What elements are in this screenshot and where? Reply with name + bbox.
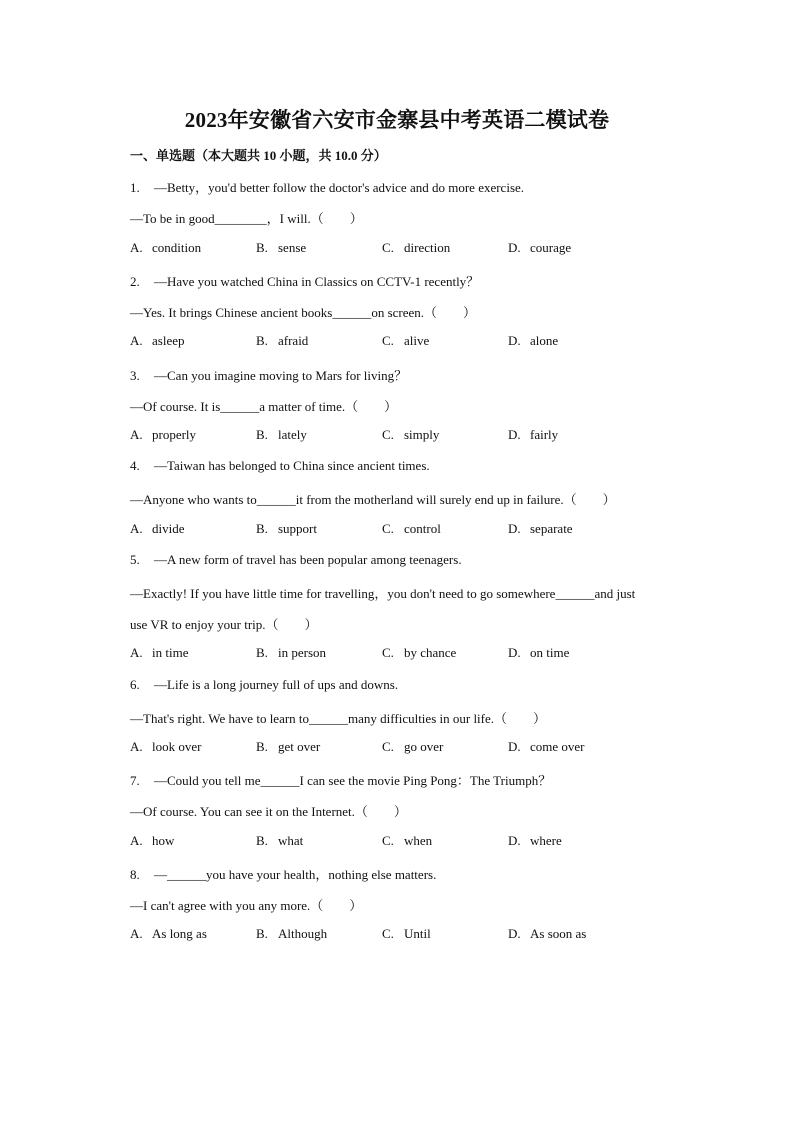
- option-text: alone: [530, 333, 559, 348]
- question-number: 6.: [130, 677, 140, 692]
- question-3: [130, 365, 407, 384]
- options-row: [130, 521, 690, 539]
- options-row: [130, 333, 690, 351]
- option-label: C.: [382, 833, 394, 848]
- option-a[interactable]: [130, 427, 196, 443]
- option-text: control: [404, 521, 441, 536]
- option-b[interactable]: [256, 645, 326, 661]
- option-text: come over: [530, 739, 585, 754]
- option-label: D.: [508, 833, 521, 848]
- option-c[interactable]: [382, 333, 429, 349]
- option-text: As long as: [152, 926, 207, 941]
- option-text: asleep: [152, 333, 185, 348]
- question-text: —Betty，you'd better follow the doctor's advice and do more exercise.: [154, 180, 525, 195]
- option-label: B.: [256, 333, 268, 348]
- question-5: [130, 552, 462, 568]
- option-label: A.: [130, 833, 143, 848]
- option-text: fairly: [530, 427, 559, 442]
- option-text: in time: [152, 645, 189, 660]
- question-number: 8.: [130, 867, 140, 882]
- option-text: sense: [278, 240, 307, 255]
- options-row: [130, 427, 690, 445]
- option-label: B.: [256, 427, 268, 442]
- option-text: afraid: [278, 333, 309, 348]
- question-2: [130, 271, 479, 290]
- page-title: 2023年安徽省六安市金寨县中考英语二模试卷: [184, 108, 610, 132]
- option-label: A.: [130, 739, 143, 754]
- option-text: what: [278, 833, 304, 848]
- option-text: divide: [152, 521, 185, 536]
- question-1: [130, 177, 524, 196]
- option-label: C.: [382, 240, 394, 255]
- option-text: lately: [278, 427, 307, 442]
- option-d[interactable]: [508, 739, 585, 755]
- section-heading: 一、单选题（本大题共 10 小题，共 10.0 分）: [130, 148, 387, 163]
- question-text: —Of course. You can see it on the Internet.（ ）: [130, 804, 407, 819]
- option-label: C.: [382, 926, 394, 941]
- question-number: 7.: [130, 773, 140, 788]
- option-label: B.: [256, 833, 268, 848]
- option-c[interactable]: [382, 240, 450, 256]
- option-text: simply: [404, 427, 440, 442]
- option-label: A.: [130, 240, 143, 255]
- question-text: —To be in good________，I will.（ ）: [130, 211, 363, 226]
- options-row: [130, 240, 690, 258]
- option-a[interactable]: [130, 240, 201, 256]
- option-label: C.: [382, 521, 394, 536]
- option-label: C.: [382, 427, 394, 442]
- question-text: —Have you watched China in Classics on CCTV-1 recently？: [154, 274, 480, 289]
- option-b[interactable]: [256, 926, 327, 942]
- option-text: separate: [530, 521, 573, 536]
- option-label: D.: [508, 333, 521, 348]
- option-label: C.: [382, 333, 394, 348]
- question-number: 3.: [130, 368, 140, 383]
- option-text: Although: [278, 926, 328, 941]
- option-text: in person: [278, 645, 327, 660]
- option-b[interactable]: [256, 521, 317, 537]
- option-label: D.: [508, 521, 521, 536]
- option-c[interactable]: [382, 521, 441, 537]
- option-label: B.: [256, 739, 268, 754]
- question-text: —Could you tell me______I can see the movie Ping Pong：The Triumph？: [154, 773, 552, 788]
- option-label: B.: [256, 926, 268, 941]
- option-label: D.: [508, 926, 521, 941]
- option-text: alive: [404, 333, 430, 348]
- question-text: —I can't agree with you any more.（ ）: [130, 898, 363, 913]
- question-text: —Taiwan has belonged to China since ancient times.: [154, 458, 430, 473]
- option-b[interactable]: [256, 240, 306, 256]
- option-d[interactable]: [508, 833, 562, 849]
- option-label: B.: [256, 521, 268, 536]
- option-label: C.: [382, 739, 394, 754]
- option-b[interactable]: [256, 333, 308, 349]
- option-d[interactable]: [508, 427, 558, 443]
- option-text: properly: [152, 427, 197, 442]
- question-text: —Exactly! If you have little time for travelling，you don't need to go somewhere______and just: [130, 586, 636, 601]
- options-row: [130, 833, 690, 851]
- question-text: —Of course. It is______a matter of time.（ ）: [130, 399, 398, 414]
- option-label: A.: [130, 645, 143, 660]
- option-label: D.: [508, 739, 521, 754]
- option-label: D.: [508, 427, 521, 442]
- option-label: A.: [130, 926, 143, 941]
- question-4: [130, 458, 430, 474]
- option-text: support: [278, 521, 317, 536]
- question-number: 2.: [130, 274, 140, 289]
- option-label: B.: [256, 240, 268, 255]
- option-a[interactable]: [130, 645, 188, 661]
- option-text: on time: [530, 645, 570, 660]
- question-6: [130, 677, 398, 693]
- question-text: use VR to enjoy your trip.（ ）: [130, 617, 318, 632]
- option-c[interactable]: [382, 427, 439, 443]
- option-d[interactable]: [508, 926, 586, 942]
- option-d[interactable]: [508, 333, 558, 349]
- option-c[interactable]: [382, 739, 443, 755]
- option-text: Until: [404, 926, 431, 941]
- question-8: [130, 864, 436, 883]
- option-d[interactable]: [508, 645, 569, 661]
- option-c[interactable]: [382, 926, 431, 942]
- option-text: courage: [530, 240, 572, 255]
- question-number: 1.: [130, 180, 140, 195]
- question-number: 4.: [130, 458, 140, 473]
- question-number: 5.: [130, 552, 140, 567]
- option-label: C.: [382, 645, 394, 660]
- option-label: A.: [130, 427, 143, 442]
- option-a[interactable]: [130, 926, 207, 942]
- option-d[interactable]: [508, 240, 571, 256]
- option-text: where: [530, 833, 562, 848]
- option-b[interactable]: [256, 833, 303, 849]
- option-text: when: [404, 833, 433, 848]
- option-b[interactable]: [256, 739, 320, 755]
- options-row: [130, 926, 690, 944]
- question-7: [130, 770, 551, 789]
- option-text: by chance: [404, 645, 457, 660]
- option-text: look over: [152, 739, 202, 754]
- option-text: go over: [404, 739, 444, 754]
- question-text: —______you have your health，nothing else matters.: [154, 867, 437, 882]
- option-label: D.: [508, 645, 521, 660]
- option-a[interactable]: [130, 333, 184, 349]
- option-b[interactable]: [256, 427, 307, 443]
- question-text: —A new form of travel has been popular among teenagers.: [154, 552, 462, 567]
- question-text: —Yes. It brings Chinese ancient books______on screen.（ ）: [130, 305, 477, 320]
- option-label: D.: [508, 240, 521, 255]
- options-row: [130, 739, 690, 757]
- option-label: A.: [130, 521, 143, 536]
- question-text: —Life is a long journey full of ups and downs.: [154, 677, 399, 692]
- option-a[interactable]: [130, 739, 201, 755]
- option-text: direction: [404, 240, 451, 255]
- option-label: B.: [256, 645, 268, 660]
- option-label: A.: [130, 333, 143, 348]
- options-row: [130, 645, 690, 663]
- option-d[interactable]: [508, 521, 573, 537]
- option-c[interactable]: [382, 645, 456, 661]
- option-text: how: [152, 833, 175, 848]
- option-a[interactable]: [130, 833, 174, 849]
- option-text: As soon as: [530, 926, 587, 941]
- option-text: get over: [278, 739, 321, 754]
- option-text: condition: [152, 240, 202, 255]
- option-c[interactable]: [382, 833, 432, 849]
- question-text: —Can you imagine moving to Mars for living？: [154, 368, 408, 383]
- question-text: —That's right. We have to learn to______many difficulties in our life.（ ）: [130, 711, 547, 726]
- option-a[interactable]: [130, 521, 185, 537]
- question-text: —Anyone who wants to______it from the motherland will surely end up in failure.（ ）: [130, 492, 616, 507]
